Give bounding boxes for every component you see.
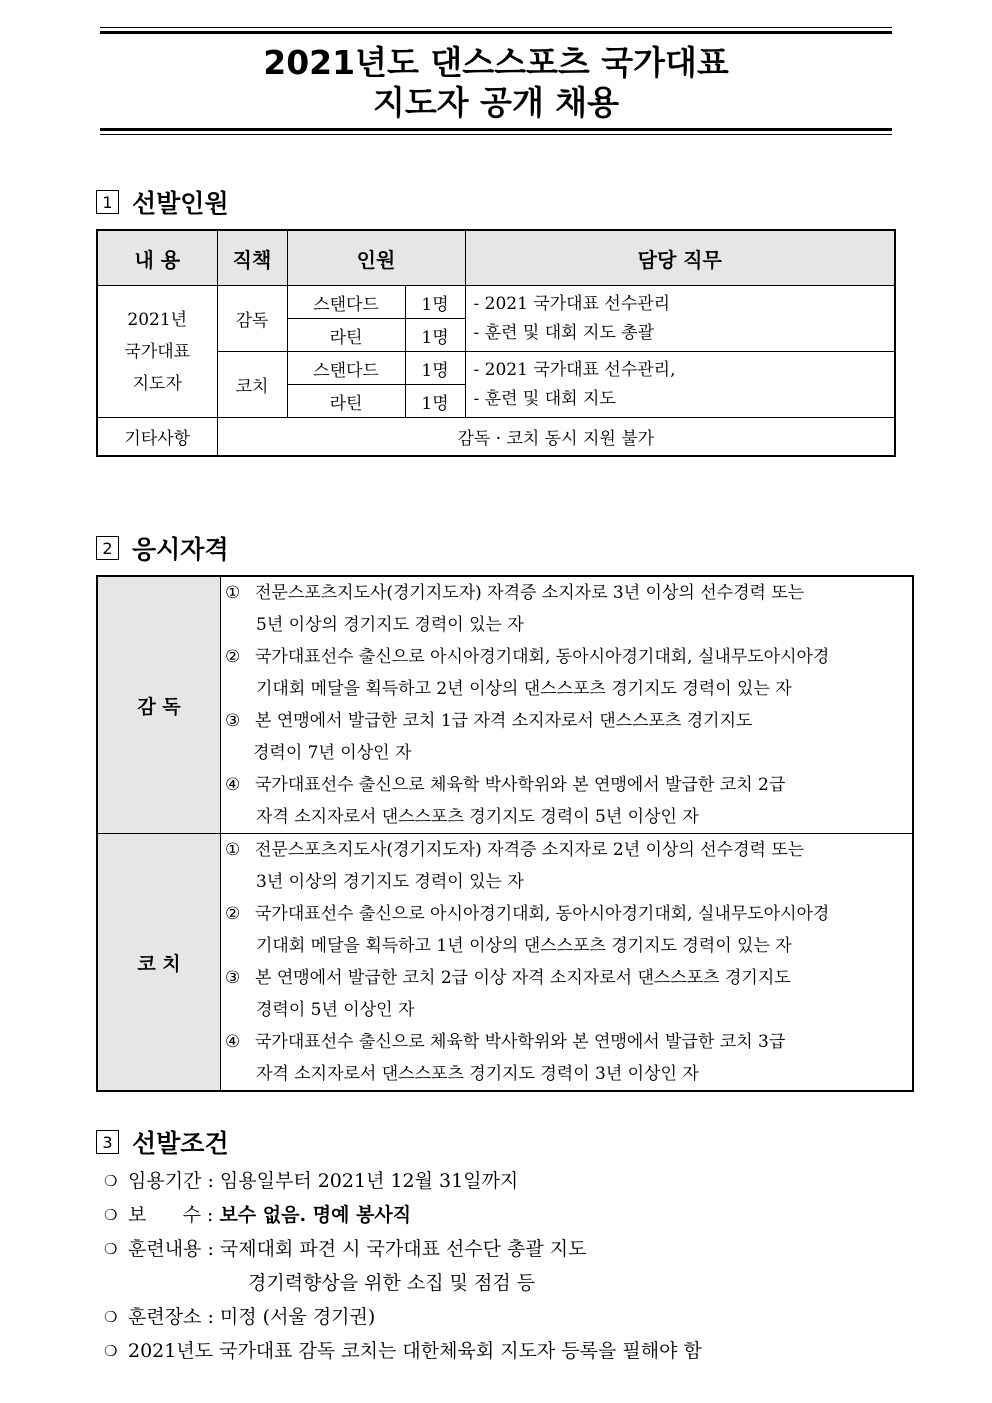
items-cell [221,834,914,1092]
category-line: 지도자 [132,373,182,394]
item-text: 전문스포츠지도사(경기지도자) 자격증 소지자로 2년 이상의 선수경력 또는 [255,840,805,860]
selection-table [96,229,896,457]
category-cell [97,286,217,418]
qualification-item [225,577,909,641]
list-item [104,1164,702,1198]
page-title [100,34,892,128]
title-block [100,27,892,135]
circle-bullet-icon: ❍ [104,1240,118,1258]
items-cell [221,576,914,834]
list-item [104,1300,702,1334]
style-cell: 라틴 [287,385,405,418]
item-mark: ② [225,647,241,667]
section-2-heading [96,530,229,566]
role-cell-coach: 코 치 [97,834,221,1092]
list-item-continuation [104,1266,702,1300]
count-cell: 1명 [405,319,465,352]
item-continuation: 경력이 7년 이상인 자 [253,743,412,763]
section-number-box: 2 [96,536,119,560]
item-continuation: 기대회 메달을 획득하고 2년 이상의 댄스스포츠 경기지도 경력이 있는 자 [256,679,792,699]
bottom-rule-thin [100,134,892,135]
condition-value: 보수 없음. 명예 봉사직 [219,1204,412,1226]
item-continuation: 자격 소지자로서 댄스스포츠 경기지도 경력이 5년 이상인 자 [256,807,699,827]
condition-value: 미정 (서울 경기권) [219,1306,376,1328]
other-value-cell: 감독 · 코치 동시 지원 불가 [217,418,895,456]
position-cell: 코치 [217,352,287,418]
item-text: 전문스포츠지도사(경기지도자) 자격증 소지자로 3년 이상의 선수경력 또는 [255,583,805,603]
style-cell: 스탠다드 [287,352,405,385]
section-title: 응시자격 [132,535,229,564]
item-mark: ① [225,840,241,860]
item-text: 국가대표선수 출신으로 체육학 박사학위와 본 연맹에서 발급한 코치 2급 [255,775,786,795]
list-item [104,1232,702,1266]
duty-line: - 훈련 및 대회 지도 총괄 [473,322,655,343]
condition-key: 보 수 : [128,1204,220,1226]
section-1-heading [96,184,229,220]
qualification-item [225,834,909,898]
condition-key: 훈련장소 : [128,1306,220,1328]
duty-line: - 2021 국가대표 선수관리, [473,359,676,380]
item-mark: ② [225,904,241,924]
table-row [97,576,913,834]
item-mark: ① [225,583,241,603]
count-cell: 1명 [405,352,465,385]
header-content: 내 용 [97,230,217,286]
table-row [97,834,913,1092]
section-number-box: 1 [96,190,119,214]
qualification-item [225,962,909,1026]
item-continuation: 자격 소지자로서 댄스스포츠 경기지도 경력이 3년 이상인 자 [256,1064,699,1084]
item-text: 국가대표선수 출신으로 아시아경기대회, 동아시아경기대회, 실내무도아시아경 [255,647,830,667]
list-item [104,1334,702,1368]
item-continuation: 3년 이상의 경기지도 경력이 있는 자 [256,872,524,892]
table-row [97,418,895,456]
qualification-item [225,641,909,705]
list-item [104,1198,702,1232]
duty-line: - 2021 국가대표 선수관리 [473,293,671,314]
category-line: 2021년 [127,309,188,330]
title-line-1: 2021년도 댄스스포츠 국가대표 [263,43,729,82]
condition-key: 훈련내용 : [128,1238,220,1260]
header-position: 직책 [217,230,287,286]
duty-cell [465,352,895,418]
item-continuation: 5년 이상의 경기지도 경력이 있는 자 [256,615,524,635]
qualification-table [96,575,914,1092]
table-header-row [97,230,895,286]
style-cell: 라틴 [287,319,405,352]
circle-bullet-icon: ❍ [104,1342,118,1360]
condition-value: 국제대회 파견 시 국가대표 선수단 총괄 지도 [219,1238,587,1260]
item-text: 본 연맹에서 발급한 코치 1급 자격 소지자로서 댄스스포츠 경기지도 [255,711,753,731]
item-mark: ③ [225,968,241,988]
item-continuation: 경력이 5년 이상인 자 [256,1000,415,1020]
other-label-cell: 기타사항 [97,418,217,456]
qualification-item [225,1026,909,1090]
condition-note: 2021년도 국가대표 감독 코치는 대한체육회 지도자 등록을 필해야 함 [128,1340,702,1362]
category-line: 국가대표 [124,341,191,362]
condition-value: 임용일부터 2021년 12월 31일까지 [219,1170,519,1192]
style-cell: 스탠다드 [287,286,405,319]
header-duty: 담당 직무 [465,230,895,286]
table-row [97,286,895,319]
qualification-item [225,898,909,962]
title-line-2: 지도자 공개 채용 [372,83,620,122]
qualification-item [225,705,909,769]
item-continuation: 기대회 메달을 획득하고 1년 이상의 댄스스포츠 경기지도 경력이 있는 자 [256,936,792,956]
circle-bullet-icon: ❍ [104,1308,118,1326]
section-title: 선발조건 [132,1129,229,1158]
count-cell: 1명 [405,286,465,319]
count-cell: 1명 [405,385,465,418]
item-text: 국가대표선수 출신으로 아시아경기대회, 동아시아경기대회, 실내무도아시아경 [255,904,830,924]
position-cell: 감독 [217,286,287,352]
condition-value: 경기력향상을 위한 소집 및 점검 등 [248,1272,536,1294]
qualification-item [225,769,909,833]
duty-cell [465,286,895,352]
table-row [97,352,895,385]
item-text: 본 연맹에서 발급한 코치 2급 이상 자격 소지자로서 댄스스포츠 경기지도 [255,968,791,988]
item-text: 국가대표선수 출신으로 체육학 박사학위와 본 연맹에서 발급한 코치 3급 [255,1032,786,1052]
circle-bullet-icon: ❍ [104,1206,118,1224]
conditions-list [104,1164,702,1368]
role-cell-director: 감 독 [97,576,221,834]
section-title: 선발인원 [132,189,229,218]
header-count: 인원 [287,230,465,286]
section-3-heading [96,1124,229,1160]
item-mark: ④ [225,775,241,795]
circle-bullet-icon: ❍ [104,1172,118,1190]
duty-line: - 훈련 및 대회 지도 [473,388,616,409]
item-mark: ④ [225,1032,241,1052]
condition-key: 임용기간 : [128,1170,220,1192]
section-number-box: 3 [96,1130,119,1154]
item-mark: ③ [225,711,241,731]
